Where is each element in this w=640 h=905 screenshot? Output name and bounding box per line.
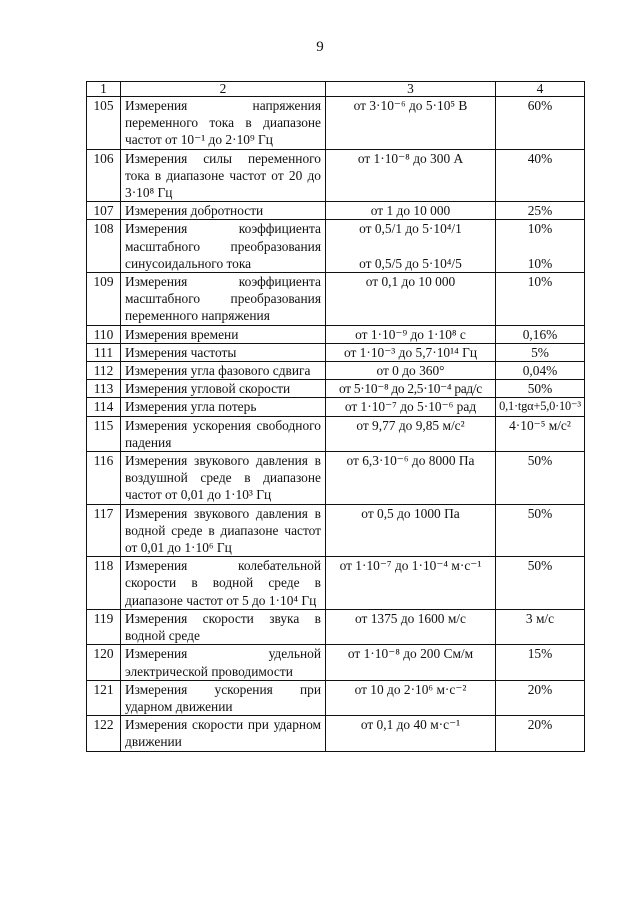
table-row bbox=[87, 202, 585, 220]
row-range-secondary: от 0,5/5 до 5·10⁴/5 bbox=[359, 255, 462, 271]
row-description: Измерения силы переменного тока в диапазоне частот от 20 до 3·10⁸ Гц bbox=[121, 149, 326, 202]
row-description: Измерения угла потерь bbox=[121, 398, 326, 416]
row-range: от 1·10⁻⁷ до 5·10⁻⁶ рад bbox=[326, 398, 496, 416]
table-row bbox=[87, 680, 585, 715]
row-error: 40% bbox=[496, 149, 585, 202]
table-row bbox=[87, 398, 585, 416]
row-number: 122 bbox=[87, 716, 121, 751]
row-number: 111 bbox=[87, 343, 121, 361]
table-row bbox=[87, 97, 585, 150]
row-error: 0,1·tgα+5,0·10⁻³ bbox=[496, 398, 585, 416]
row-range: от 1·10⁻⁷ до 1·10⁻⁴ м·с⁻¹ bbox=[326, 557, 496, 610]
table-row bbox=[87, 557, 585, 610]
row-error: 15% bbox=[496, 645, 585, 680]
row-number: 118 bbox=[87, 557, 121, 610]
row-description: Измерения звукового давления в водной среде в диапазоне частот от 0,01 до 1·10⁶ Гц bbox=[121, 504, 326, 557]
row-description: Измерения звукового давления в воздушной среде в диапазоне частот от 0,01 до 1·10³ Гц bbox=[121, 452, 326, 505]
row-error: 10% bbox=[496, 273, 585, 326]
row-range: от 1·10⁻⁹ до 1·10⁸ с bbox=[326, 325, 496, 343]
header-row bbox=[87, 82, 585, 97]
row-error-cell bbox=[496, 220, 585, 273]
row-number: 107 bbox=[87, 202, 121, 220]
header-col-1: 1 bbox=[87, 82, 121, 97]
row-description: Измерения угловой скорости bbox=[121, 380, 326, 398]
row-number: 119 bbox=[87, 609, 121, 644]
row-description: Измерения коэффициента масштабного преобразования синусоидального тока bbox=[121, 220, 326, 273]
row-number: 115 bbox=[87, 416, 121, 451]
row-range: от 0,5 до 1000 Па bbox=[326, 504, 496, 557]
row-error: 10% bbox=[527, 221, 553, 237]
row-error: 20% bbox=[496, 716, 585, 751]
row-error: 50% bbox=[496, 380, 585, 398]
row-description: Измерения добротности bbox=[121, 202, 326, 220]
table-row bbox=[87, 716, 585, 751]
table-row bbox=[87, 273, 585, 326]
row-description: Измерения угла фазового сдвига bbox=[121, 362, 326, 380]
row-error: 0,16% bbox=[496, 325, 585, 343]
row-range: от 1·10⁻⁸ до 300 А bbox=[326, 149, 496, 202]
row-error: 4·10⁻⁵ м/с² bbox=[496, 416, 585, 451]
row-range: от 0,1 до 40 м·с⁻¹ bbox=[326, 716, 496, 751]
row-number: 109 bbox=[87, 273, 121, 326]
table-row bbox=[87, 343, 585, 361]
table-row bbox=[87, 416, 585, 451]
row-number: 114 bbox=[87, 398, 121, 416]
row-error: 0,04% bbox=[496, 362, 585, 380]
row-description: Измерения коэффициента масштабного преобразования переменного напряжения bbox=[121, 273, 326, 326]
table-row bbox=[87, 325, 585, 343]
table-row bbox=[87, 220, 585, 273]
row-number: 117 bbox=[87, 504, 121, 557]
row-number: 120 bbox=[87, 645, 121, 680]
row-error: 5% bbox=[496, 343, 585, 361]
row-range: от 6,3·10⁻⁶ до 8000 Па bbox=[326, 452, 496, 505]
row-error: 3 м/с bbox=[496, 609, 585, 644]
row-description: Измерения времени bbox=[121, 325, 326, 343]
row-error-secondary: 10% bbox=[527, 255, 553, 271]
row-error: 25% bbox=[496, 202, 585, 220]
row-number: 113 bbox=[87, 380, 121, 398]
table-row bbox=[87, 452, 585, 505]
row-range: от 5·10⁻⁸ до 2,5·10⁻⁴ рад/с bbox=[326, 380, 496, 398]
row-range: от 1 до 10 000 bbox=[326, 202, 496, 220]
row-number: 116 bbox=[87, 452, 121, 505]
row-description: Измерения напряжения переменного тока в диапазоне частот от 10⁻¹ до 2·10⁹ Гц bbox=[121, 97, 326, 150]
row-number: 106 bbox=[87, 149, 121, 202]
table-row bbox=[87, 149, 585, 202]
row-description: Измерения скорости при ударном движении bbox=[121, 716, 326, 751]
table-row bbox=[87, 362, 585, 380]
row-description: Измерения удельной электрической проводимости bbox=[121, 645, 326, 680]
page-number: 9 bbox=[316, 39, 324, 55]
row-range: от 0,5/1 до 5·10⁴/1 bbox=[359, 221, 462, 237]
row-number: 108 bbox=[87, 220, 121, 273]
row-range: от 1·10⁻⁸ до 200 См/м bbox=[326, 645, 496, 680]
row-description: Измерения ускорения свободного падения bbox=[121, 416, 326, 451]
row-number: 110 bbox=[87, 325, 121, 343]
row-range: от 1·10⁻³ до 5,7·10¹⁴ Гц bbox=[326, 343, 496, 361]
header-col-2: 2 bbox=[121, 82, 326, 97]
table-row bbox=[87, 380, 585, 398]
row-description: Измерения колебательной скорости в водной среде в диапазоне частот от 5 до 1·10⁴ Гц bbox=[121, 557, 326, 610]
row-error: 20% bbox=[496, 680, 585, 715]
row-description: Измерения ускорения при ударном движении bbox=[121, 680, 326, 715]
row-error: 50% bbox=[496, 504, 585, 557]
header-col-4: 4 bbox=[496, 82, 585, 97]
row-range: от 1375 до 1600 м/с bbox=[326, 609, 496, 644]
row-error: 50% bbox=[496, 557, 585, 610]
row-range: от 0 до 360° bbox=[326, 362, 496, 380]
row-range: от 9,77 до 9,85 м/с² bbox=[326, 416, 496, 451]
measurement-table bbox=[86, 81, 585, 752]
row-number: 112 bbox=[87, 362, 121, 380]
header-col-3: 3 bbox=[326, 82, 496, 97]
row-number: 121 bbox=[87, 680, 121, 715]
row-range: от 10 до 2·10⁶ м·с⁻² bbox=[326, 680, 496, 715]
row-range: от 3·10⁻⁶ до 5·10⁵ В bbox=[326, 97, 496, 150]
row-range: от 0,1 до 10 000 bbox=[326, 273, 496, 326]
row-description: Измерения частоты bbox=[121, 343, 326, 361]
row-description: Измерения скорости звука в водной среде bbox=[121, 609, 326, 644]
row-error: 50% bbox=[496, 452, 585, 505]
table-row bbox=[87, 504, 585, 557]
table-row bbox=[87, 609, 585, 644]
row-error: 60% bbox=[496, 97, 585, 150]
row-number: 105 bbox=[87, 97, 121, 150]
row-range-cell bbox=[326, 220, 496, 273]
table-row bbox=[87, 645, 585, 680]
